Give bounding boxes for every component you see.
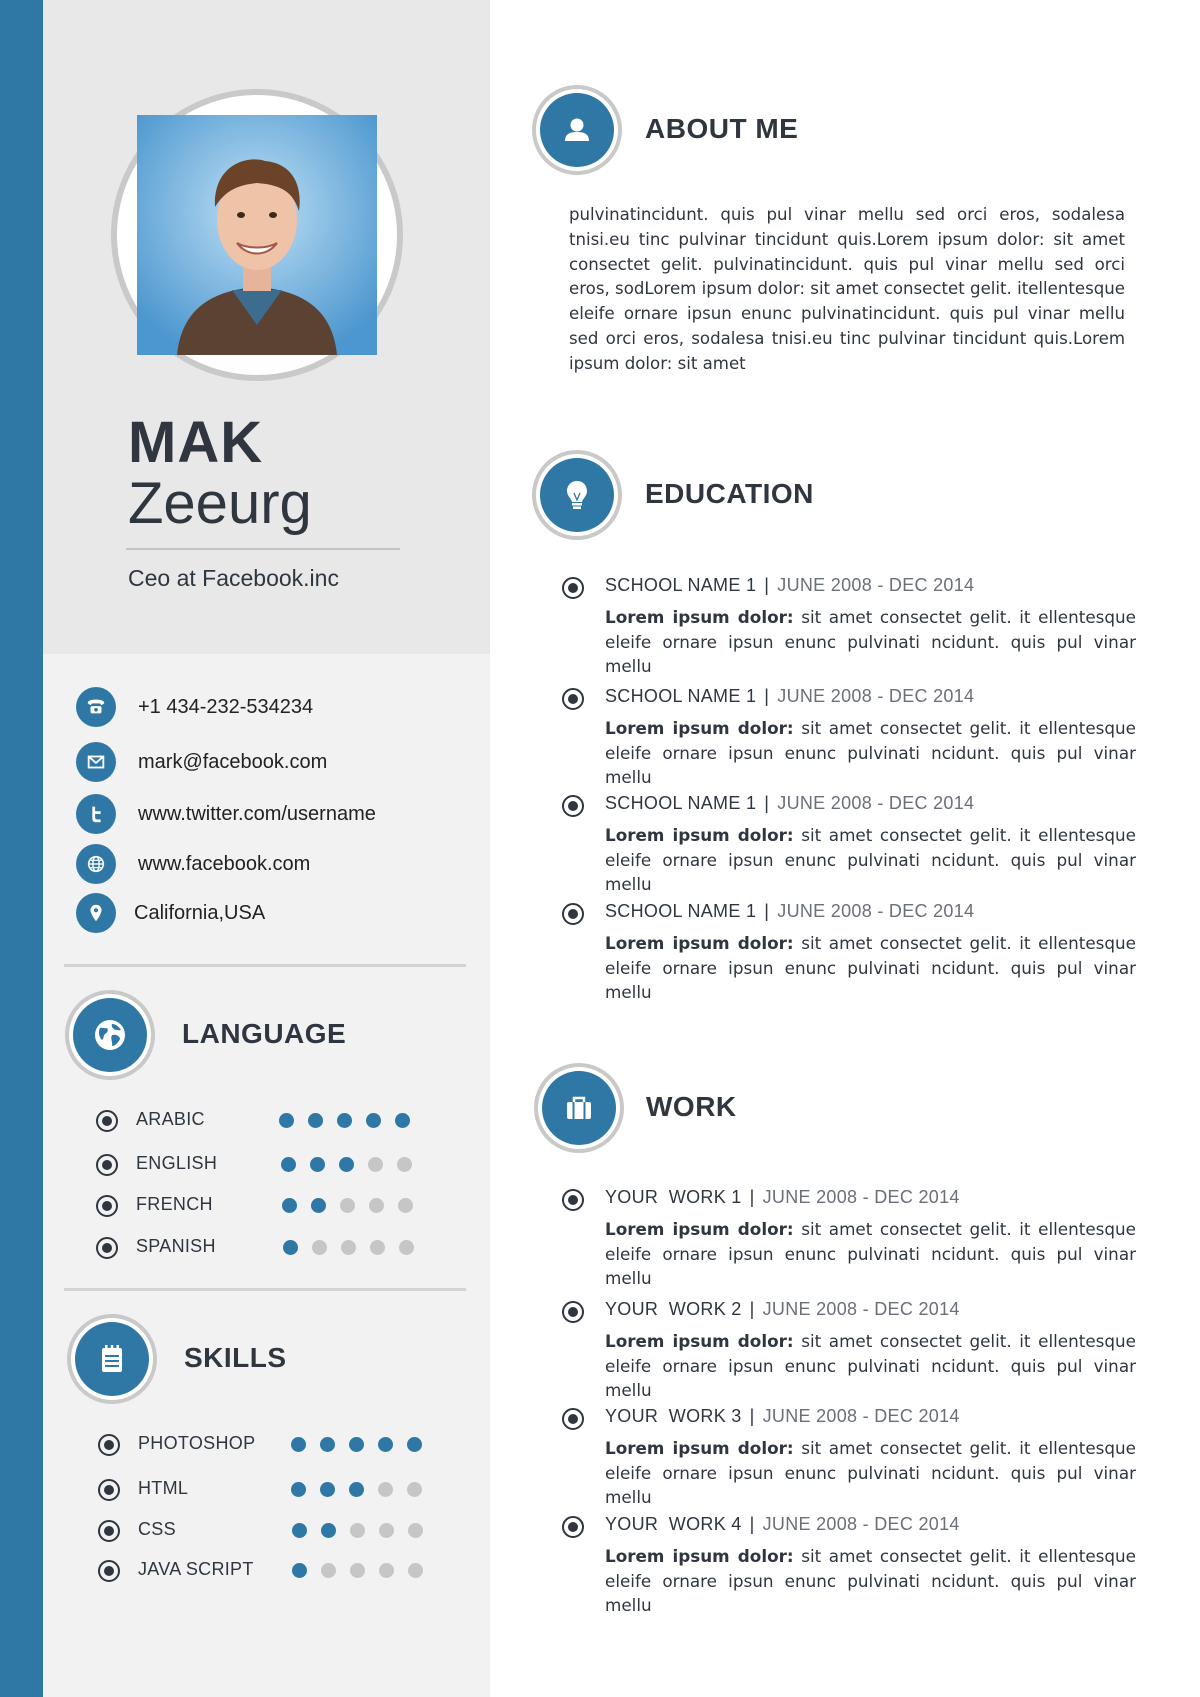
level-dot-empty: [321, 1563, 336, 1578]
education-entry-description: [605, 931, 1136, 1003]
heading-separator: |: [764, 575, 770, 595]
heading-separator: |: [764, 686, 770, 706]
education-entry-description: [605, 823, 1136, 895]
work-entry-description: [605, 1544, 1136, 1616]
skills-label: HTML: [138, 1478, 189, 1498]
language-label: SPANISH: [136, 1236, 216, 1256]
level-dot-filled: [311, 1198, 326, 1213]
first-name: MAK: [128, 410, 264, 475]
level-dot-filled: [291, 1482, 306, 1497]
work-title: WORK: [646, 1091, 737, 1122]
radio-bullet-icon: [96, 1237, 118, 1259]
level-dot-filled: [292, 1563, 307, 1578]
location-pin-icon: [76, 893, 116, 933]
contact-phone: [76, 686, 313, 728]
contact-text: www.facebook.com: [138, 852, 311, 875]
level-dot-empty: [379, 1523, 394, 1538]
skills-item: [98, 1475, 458, 1505]
level-dot-filled: [283, 1240, 298, 1255]
description-lead: Lorem ipsum dolor:: [605, 1219, 794, 1239]
contact-text: California,USA: [134, 901, 266, 924]
work-entry-heading: [605, 1406, 960, 1427]
level-dot-filled: [282, 1198, 297, 1213]
work-entry: [562, 1402, 1136, 1508]
skills-level-dots: [291, 1437, 436, 1452]
language-item: [96, 1106, 456, 1136]
contact-email[interactable]: [76, 741, 327, 783]
level-dot-empty: [340, 1198, 355, 1213]
education-section-icon: [532, 450, 622, 540]
work-entry-description: [605, 1329, 1136, 1401]
description-lead: Lorem ipsum dolor:: [605, 1331, 794, 1351]
level-dot-empty: [408, 1523, 423, 1538]
level-dot-filled: [407, 1437, 422, 1452]
level-dot-empty: [399, 1240, 414, 1255]
description-body: sit amet consectet gelit. it ellentesque eleife ornare ipsun enunc pulvinati ncidunt. quis pul vinar mellu: [605, 1546, 1136, 1616]
notepad-icon: [92, 1339, 132, 1379]
heading-separator: |: [749, 1514, 755, 1534]
profile-photo: [137, 115, 377, 355]
skills-label: JAVA SCRIPT: [138, 1559, 254, 1579]
radio-bullet-icon: [96, 1110, 118, 1132]
description-body: sit amet consectet gelit. it ellentesque eleife ornare ipsun enunc pulvinati ncidunt. quis pul vinar mellu: [605, 1219, 1136, 1289]
education-entry-date: JUNE 2008 - DEC 2014: [777, 575, 975, 595]
radio-bullet-icon: [96, 1195, 118, 1217]
radio-bullet-icon: [562, 1516, 584, 1538]
level-dot-filled: [291, 1437, 306, 1452]
work-entry-heading: [605, 1514, 960, 1535]
phone-icon: [76, 687, 116, 727]
skills-section-icon: [67, 1314, 157, 1404]
description-body: sit amet consectet gelit. it ellentesque eleife ornare ipsun enunc pulvinati ncidunt. quis pul vinar mellu: [605, 718, 1136, 788]
world-globe-icon: [90, 1015, 130, 1055]
work-entry-name: YOUR WORK 3: [605, 1406, 742, 1426]
work-section-icon: [534, 1063, 624, 1153]
radio-bullet-icon: [98, 1479, 120, 1501]
contact-twitter[interactable]: [76, 793, 376, 835]
description-body: sit amet consectet gelit. it ellentesque eleife ornare ipsun enunc pulvinati ncidunt. quis pul vinar mellu: [605, 825, 1136, 895]
work-entry-date: JUNE 2008 - DEC 2014: [762, 1299, 960, 1319]
radio-bullet-icon: [562, 1301, 584, 1323]
level-dot-filled: [281, 1157, 296, 1172]
skills-item: [98, 1430, 458, 1460]
avatar: [111, 89, 403, 381]
description-body: sit amet consectet gelit. it ellentesque eleife ornare ipsun enunc pulvinati ncidunt. quis pul vinar mellu: [605, 1331, 1136, 1401]
language-level-dots: [281, 1157, 426, 1172]
radio-bullet-icon: [98, 1520, 120, 1542]
radio-bullet-icon: [562, 795, 584, 817]
level-dot-empty: [370, 1240, 385, 1255]
email-icon: [76, 742, 116, 782]
level-dot-filled: [310, 1157, 325, 1172]
about-title: ABOUT ME: [645, 113, 799, 144]
twitter-icon: [76, 794, 116, 834]
level-dot-empty: [379, 1563, 394, 1578]
skills-level-dots: [291, 1482, 436, 1497]
work-entry: [562, 1295, 1136, 1401]
language-level-dots: [282, 1198, 427, 1213]
level-dot-filled: [320, 1482, 335, 1497]
level-dot-empty: [378, 1482, 393, 1497]
heading-separator: |: [764, 901, 770, 921]
work-entry-heading: [605, 1187, 960, 1208]
level-dot-filled: [292, 1523, 307, 1538]
left-accent-strip: [0, 0, 43, 1697]
work-entry-date: JUNE 2008 - DEC 2014: [762, 1406, 960, 1426]
level-dot-empty: [312, 1240, 327, 1255]
level-dot-filled: [366, 1113, 381, 1128]
language-level-dots: [283, 1240, 428, 1255]
globe-icon: [76, 844, 116, 884]
user-icon: [557, 110, 597, 150]
education-entry: [562, 571, 1136, 677]
level-dot-filled: [279, 1113, 294, 1128]
description-lead: Lorem ipsum dolor:: [605, 1438, 794, 1458]
contact-text: www.twitter.com/username: [138, 802, 376, 825]
work-entry-date: JUNE 2008 - DEC 2014: [762, 1514, 960, 1534]
level-dot-empty: [368, 1157, 383, 1172]
skills-level-dots: [292, 1563, 437, 1578]
skills-label: CSS: [138, 1519, 176, 1539]
language-item: [96, 1191, 456, 1221]
last-name: Zeeurg: [128, 471, 312, 536]
level-dot-filled: [321, 1523, 336, 1538]
description-body: sit amet consectet gelit. it ellentesque eleife ornare ipsun enunc pulvinati ncidunt. quis pul vinar mellu: [605, 933, 1136, 1003]
education-entry-name: SCHOOL NAME 1: [605, 793, 757, 813]
work-entry-heading: [605, 1299, 960, 1320]
level-dot-empty: [408, 1563, 423, 1578]
level-dot-empty: [350, 1563, 365, 1578]
language-item: [96, 1233, 456, 1263]
radio-bullet-icon: [562, 903, 584, 925]
level-dot-empty: [407, 1482, 422, 1497]
radio-bullet-icon: [562, 1189, 584, 1211]
level-dot-filled: [349, 1482, 364, 1497]
briefcase-icon: [559, 1088, 599, 1128]
radio-bullet-icon: [98, 1434, 120, 1456]
work-entry-description: [605, 1217, 1136, 1289]
level-dot-filled: [308, 1113, 323, 1128]
radio-bullet-icon: [562, 688, 584, 710]
work-entry: [562, 1183, 1136, 1289]
level-dot-filled: [320, 1437, 335, 1452]
education-entry-name: SCHOOL NAME 1: [605, 575, 757, 595]
language-level-dots: [279, 1113, 424, 1128]
education-entry-date: JUNE 2008 - DEC 2014: [777, 686, 975, 706]
description-lead: Lorem ipsum dolor:: [605, 607, 794, 627]
language-label: ARABIC: [136, 1109, 205, 1129]
education-entry-heading: [605, 901, 974, 922]
heading-separator: |: [764, 793, 770, 813]
job-title: Ceo at Facebook.inc: [128, 565, 339, 591]
name-divider: [126, 548, 400, 550]
education-entry-date: JUNE 2008 - DEC 2014: [777, 793, 975, 813]
lightbulb-icon: [557, 475, 597, 515]
education-title: EDUCATION: [645, 478, 814, 509]
description-lead: Lorem ipsum dolor:: [605, 1546, 794, 1566]
level-dot-filled: [349, 1437, 364, 1452]
education-entry-heading: [605, 793, 974, 814]
radio-bullet-icon: [562, 1408, 584, 1430]
education-entry-description: [605, 605, 1136, 677]
level-dot-filled: [339, 1157, 354, 1172]
work-entry-name: YOUR WORK 4: [605, 1514, 742, 1534]
skills-item: [98, 1516, 458, 1546]
work-entry-name: YOUR WORK 2: [605, 1299, 742, 1319]
contact-text: +1 434-232-534234: [138, 695, 314, 718]
education-entry-name: SCHOOL NAME 1: [605, 901, 757, 921]
work-entry-name: YOUR WORK 1: [605, 1187, 742, 1207]
level-dot-filled: [378, 1437, 393, 1452]
description-lead: Lorem ipsum dolor:: [605, 825, 794, 845]
radio-bullet-icon: [96, 1154, 118, 1176]
level-dot-empty: [398, 1198, 413, 1213]
education-entry: [562, 897, 1136, 1003]
sidebar-divider: [64, 964, 466, 967]
level-dot-filled: [395, 1113, 410, 1128]
heading-separator: |: [749, 1406, 755, 1426]
language-section-icon: [65, 990, 155, 1080]
about-text: pulvinatincidunt. quis pul vinar mellu sed orci eros, sodalesa tnisi.eu tinc pulvinar tincidunt quis.Lorem ipsum dolor: sit amet consectet gelit. pulvinatincidunt. quis pul vinar mellu sed orci eros, sodLorem ipsum dolor: sit amet consectet gelit. itellentesque eleife ornare ipsun enunc pulvinatincidunt. quis pul vinar mellu sed orci eros, sodalesa tnisi.eu tinc pulvinar tincidunt quis.Lorem ipsum dolor: sit amet: [569, 205, 1125, 373]
radio-bullet-icon: [562, 577, 584, 599]
level-dot-empty: [341, 1240, 356, 1255]
education-entry-heading: [605, 686, 974, 707]
sidebar-divider: [64, 1288, 466, 1291]
education-entry-date: JUNE 2008 - DEC 2014: [777, 901, 975, 921]
education-entry-description: [605, 716, 1136, 788]
contact-website[interactable]: [76, 843, 310, 885]
about-section-icon: [532, 85, 622, 175]
level-dot-empty: [350, 1523, 365, 1538]
heading-separator: |: [749, 1299, 755, 1319]
language-item: [96, 1150, 456, 1180]
education-entry: [562, 682, 1136, 788]
work-entry: [562, 1510, 1136, 1616]
skills-level-dots: [292, 1523, 437, 1538]
education-entry-name: SCHOOL NAME 1: [605, 686, 757, 706]
education-entry-heading: [605, 575, 974, 596]
skills-item: [98, 1556, 458, 1586]
skills-label: PHOTOSHOP: [138, 1433, 256, 1453]
work-entry-date: JUNE 2008 - DEC 2014: [762, 1187, 960, 1207]
language-title: LANGUAGE: [182, 1018, 347, 1049]
language-label: ENGLISH: [136, 1153, 218, 1173]
work-entry-description: [605, 1436, 1136, 1508]
contact-text: mark@facebook.com: [138, 750, 328, 773]
education-entry: [562, 789, 1136, 895]
level-dot-empty: [369, 1198, 384, 1213]
radio-bullet-icon: [98, 1560, 120, 1582]
description-body: sit amet consectet gelit. it ellentesque eleife ornare ipsun enunc pulvinati ncidunt. quis pul vinar mellu: [605, 1438, 1136, 1508]
contact-location: [76, 892, 265, 934]
heading-separator: |: [749, 1187, 755, 1207]
description-lead: Lorem ipsum dolor:: [605, 933, 794, 953]
description-body: sit amet consectet gelit. it ellentesque eleife ornare ipsun enunc pulvinati ncidunt. quis pul vinar mellu: [605, 607, 1136, 677]
skills-title: SKILLS: [184, 1342, 287, 1373]
description-lead: Lorem ipsum dolor:: [605, 718, 794, 738]
language-label: FRENCH: [136, 1194, 213, 1214]
level-dot-filled: [337, 1113, 352, 1128]
level-dot-empty: [397, 1157, 412, 1172]
